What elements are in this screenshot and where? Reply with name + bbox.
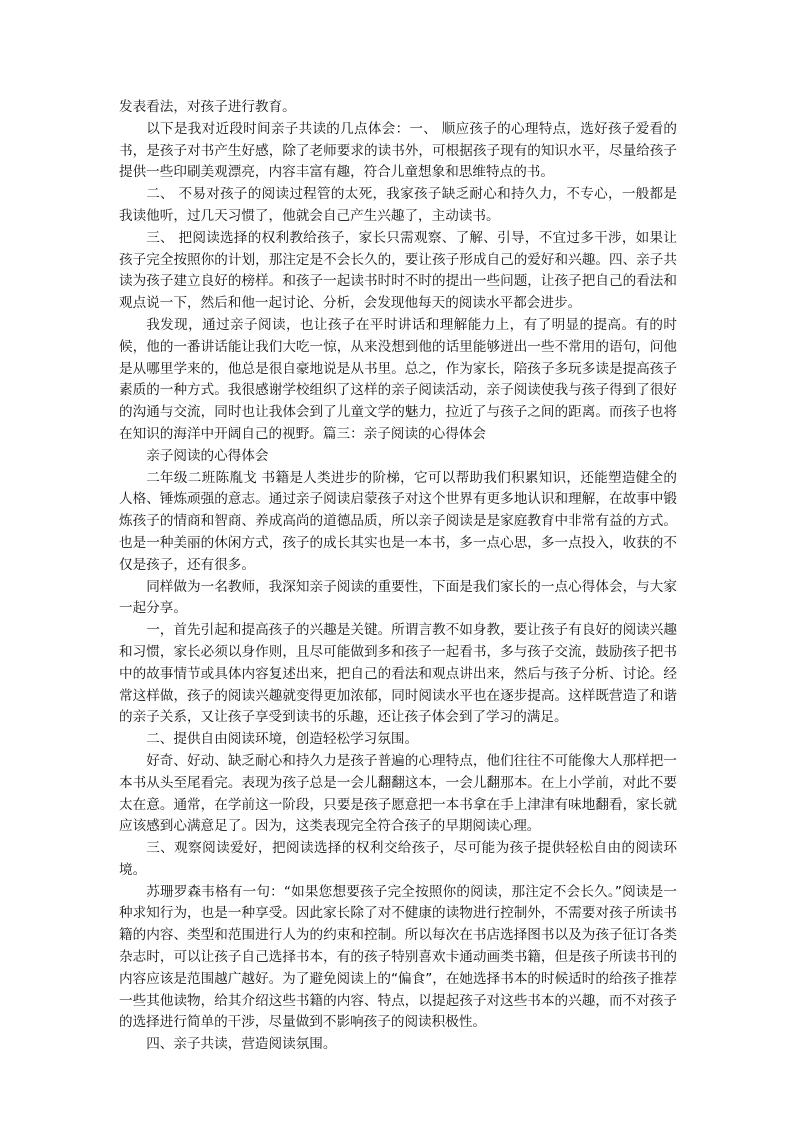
paragraph: 发表看法，对孩子进行教育。	[119, 99, 296, 115]
paragraph: 我发现，通过亲子阅读，也让孩子在平时讲话和理解能力上，有了明显的提高。有的时候，他的一番讲话能让我们大吃一惊，从来没想到他的话里能够迸出一些不常用的语句，问他是从哪里学来的，他总是很自豪地说是从书里。总之，作为家长，陪孩子多玩多读是提高孩子素质的一种方式。我很感谢学校组织了这样的亲子阅读活动，亲子阅读使我与孩子得到了很好的沟通与交流，同时也让我体会到了儿童文学的魅力，拉近了与孩子之间的距离。而孩子也将在知识的海洋中开阔自己的视野。篇三：亲子阅读的心得体会	[119, 316, 677, 442]
paragraph: 一，首先引起和提高孩子的兴趣是关键。所谓言教不如身教，要让孩子有良好的阅读兴趣和习惯，家长必须以身作则，且尽可能做到多和孩子一起看书，多与孩子交流，鼓励孩子把书中的故事情节或具体内容复述出来，把自己的看法和观点讲出来，然后与孩子分析、讨论。经常这样做，孩子的阅读兴趣就变得更加浓郁，同时阅读水平也在逐步提高。这样既营造了和谐的亲子关系，又让孩子享受到读书的乐趣，还让孩子体会到了学习的满足。	[119, 622, 677, 726]
paragraph: 好奇、好动、缺乏耐心和持久力是孩子普遍的心理特点，他们往往不可能像大人那样把一本书从头至尾看完。表现为孩子总是一会儿翻翻这本，一会儿翻那本。在上小学前，对此不要太在意。通常，在学前这一阶段，只要是孩子愿意把一本书拿在手上津津有味地翻看，家长就应该感到心满意足了。因为，这类表现完全符合孩子的早期阅读心理。	[119, 752, 677, 835]
document-body	[119, 97, 677, 1056]
paragraph: 四、亲子共读，营造阅读氛围。	[146, 1036, 337, 1053]
section-heading: 亲子阅读的心得体会	[146, 447, 269, 464]
paragraph: 三、观察阅读爱好，把阅读选择的权利交给孩子，尽可能为孩子提供轻松自由的阅读环境。	[119, 840, 677, 878]
paragraph: 二、提供自由阅读环境，创造轻松学习氛围。	[146, 731, 419, 748]
paragraph: 苏珊罗森韦格有一句：“如果您想要孩子完全按照你的阅读，那注定不会长久。”阅读是一种求知行为，也是一种享受。因此家长除了对不健康的读物进行控制外，不需要对孩子所读书籍的内容、类型和范围进行人为的约束和控制。所以每次在书店选择图书以及为孩子征订各类杂志时，可以让孩子自己选择书本，有的孩子特别喜欢卡通动画类书籍，但是孩子所读书刊的内容应该是范围越广越好。为了避免阅读上的“偏食”，在她选择书本的时候适时的给孩子推荐一些其他读物，给其介绍这些书籍的内容、特点，以提起孩子对这些书本的兴趣，而不对孩子的选择进行简单的干涉，尽量做到不影响孩子的阅读积极性。	[119, 883, 677, 1031]
paragraph: 二、 不易对孩子的阅读过程管的太死，我家孩子缺乏耐心和持久力，不专心，一般都是我读他听，过几天习惯了，他就会自己产生兴趣了，主动读书。	[119, 186, 677, 224]
paragraph: 二年级二班陈胤戈 书籍是人类进步的阶梯，它可以帮助我们积累知识，还能塑造健全的人格、锤炼顽强的意志。通过亲子阅读启蒙孩子对这个世界有更多地认识和理解，在故事中锻炼孩子的情商和智商、养成高尚的道德品质，所以亲子阅读是是家庭教育中非常有益的方式。也是一种美丽的休闲方式，孩子的成长其实也是一本书，多一点心思，多一点投入，收获的不仅是孩子，还有很多。	[119, 469, 677, 573]
paragraph: 以下是我对近段时间亲子共读的几点体会：一、 顺应孩子的心理特点，选好孩子爱看的书，是孩子对书产生好感，除了老师要求的读书外，可根据孩子现有的知识水平，尽量给孩子提供一些印刷美观漂亮，内容丰富有趣，符合儿童想象和思维特点的书。	[119, 120, 677, 181]
paragraph: 三、 把阅读选择的权利教给孩子，家长只需观察、了解、引导，不宜过多干涉，如果让孩子完全按照你的计划，那注定是不会长久的，要让孩子形成自己的爱好和兴趣。四、亲子共读为孩子建立良好的榜样。和孩子一起读书时时不时的提出一些问题，让孩子把自己的看法和观点说一下，然后和他一起讨论、分析，会发现他每天的阅读水平都会进步。	[119, 229, 677, 312]
paragraph: 同样做为一名教师，我深知亲子阅读的重要性，下面是我们家长的一点心得体会，与大家一起分享。	[119, 578, 677, 617]
